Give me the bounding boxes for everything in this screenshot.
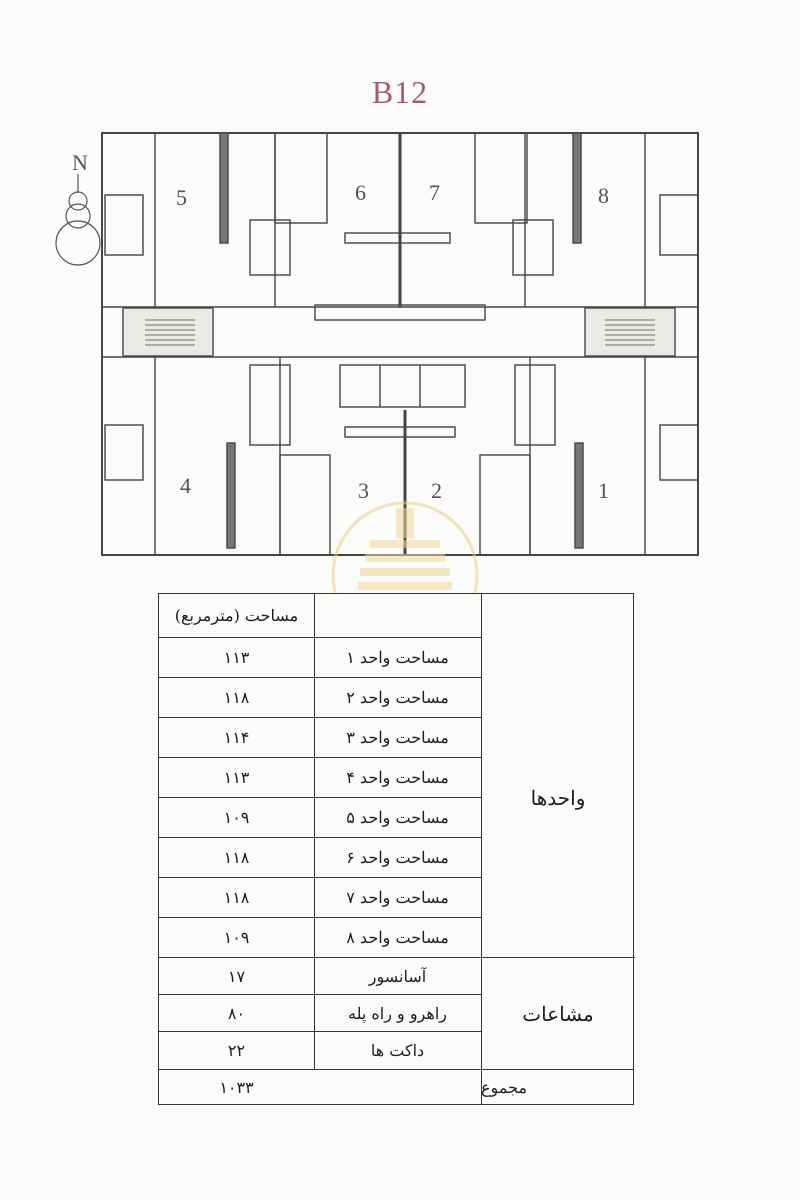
unit-number-4: 4 xyxy=(180,473,191,498)
group-label-common: مشاعات xyxy=(522,1001,594,1026)
common-value: ۲۲ xyxy=(227,1041,246,1060)
unit-label: مساحت واحد ۶ xyxy=(346,848,449,867)
unit-label: مساحت واحد ۴ xyxy=(346,768,449,787)
unit-label: مساحت واحد ۳ xyxy=(346,728,449,747)
total-value: ۱۰۳۳ xyxy=(219,1077,254,1097)
unit-number-3: 3 xyxy=(358,478,369,503)
unit-number-1: 1 xyxy=(598,478,609,503)
unit-label: مساحت واحد ۷ xyxy=(346,888,449,907)
common-value: ۱۷ xyxy=(227,966,246,986)
unit-row xyxy=(159,758,481,798)
unit-label: مساحت واحد ۸ xyxy=(346,928,449,947)
unit-number-8: 8 xyxy=(598,183,609,208)
table-header-row xyxy=(159,594,481,638)
unit-value: ۱۱۴ xyxy=(223,728,250,747)
common-label: داکت ها xyxy=(370,1041,425,1060)
common-label: آسانسور xyxy=(368,966,427,986)
unit-value: ۱۱۸ xyxy=(223,688,250,707)
unit-row xyxy=(159,878,481,918)
unit-value: ۱۱۸ xyxy=(223,888,250,907)
unit-value: ۱۱۳ xyxy=(223,648,250,667)
common-row xyxy=(159,958,481,995)
unit-value: ۱۰۹ xyxy=(223,808,250,827)
unit-label: مساحت واحد ۵ xyxy=(346,808,449,827)
unit-number-7: 7 xyxy=(429,180,440,205)
plan-title: B12 xyxy=(371,74,429,110)
unit-row xyxy=(159,638,481,678)
area-table xyxy=(158,593,634,1105)
common-row xyxy=(159,995,481,1032)
total-label: مجموع xyxy=(481,1077,527,1097)
common-label: راهرو و راه پله xyxy=(347,1003,448,1023)
unit-number-6: 6 xyxy=(355,180,366,205)
unit-label: مساحت واحد ۱ xyxy=(346,648,449,667)
header-area-cell: مساحت (مترمربع) xyxy=(174,606,299,625)
unit-row xyxy=(159,798,481,838)
unit-row xyxy=(159,718,481,758)
unit-number-2: 2 xyxy=(431,478,442,503)
common-value: ۸۰ xyxy=(227,1003,246,1023)
unit-label: مساحت واحد ۲ xyxy=(346,688,449,707)
unit-number-5: 5 xyxy=(176,185,187,210)
common-row xyxy=(159,1032,481,1069)
unit-value: ۱۱۸ xyxy=(223,848,250,867)
unit-value: ۱۰۹ xyxy=(223,928,250,947)
unit-row xyxy=(159,838,481,878)
unit-value: ۱۱۳ xyxy=(223,768,250,787)
total-row xyxy=(159,1069,633,1104)
unit-row xyxy=(159,918,481,958)
unit-row xyxy=(159,678,481,718)
group-label-units: واحدها xyxy=(481,638,635,958)
compass-label: N xyxy=(72,150,88,175)
